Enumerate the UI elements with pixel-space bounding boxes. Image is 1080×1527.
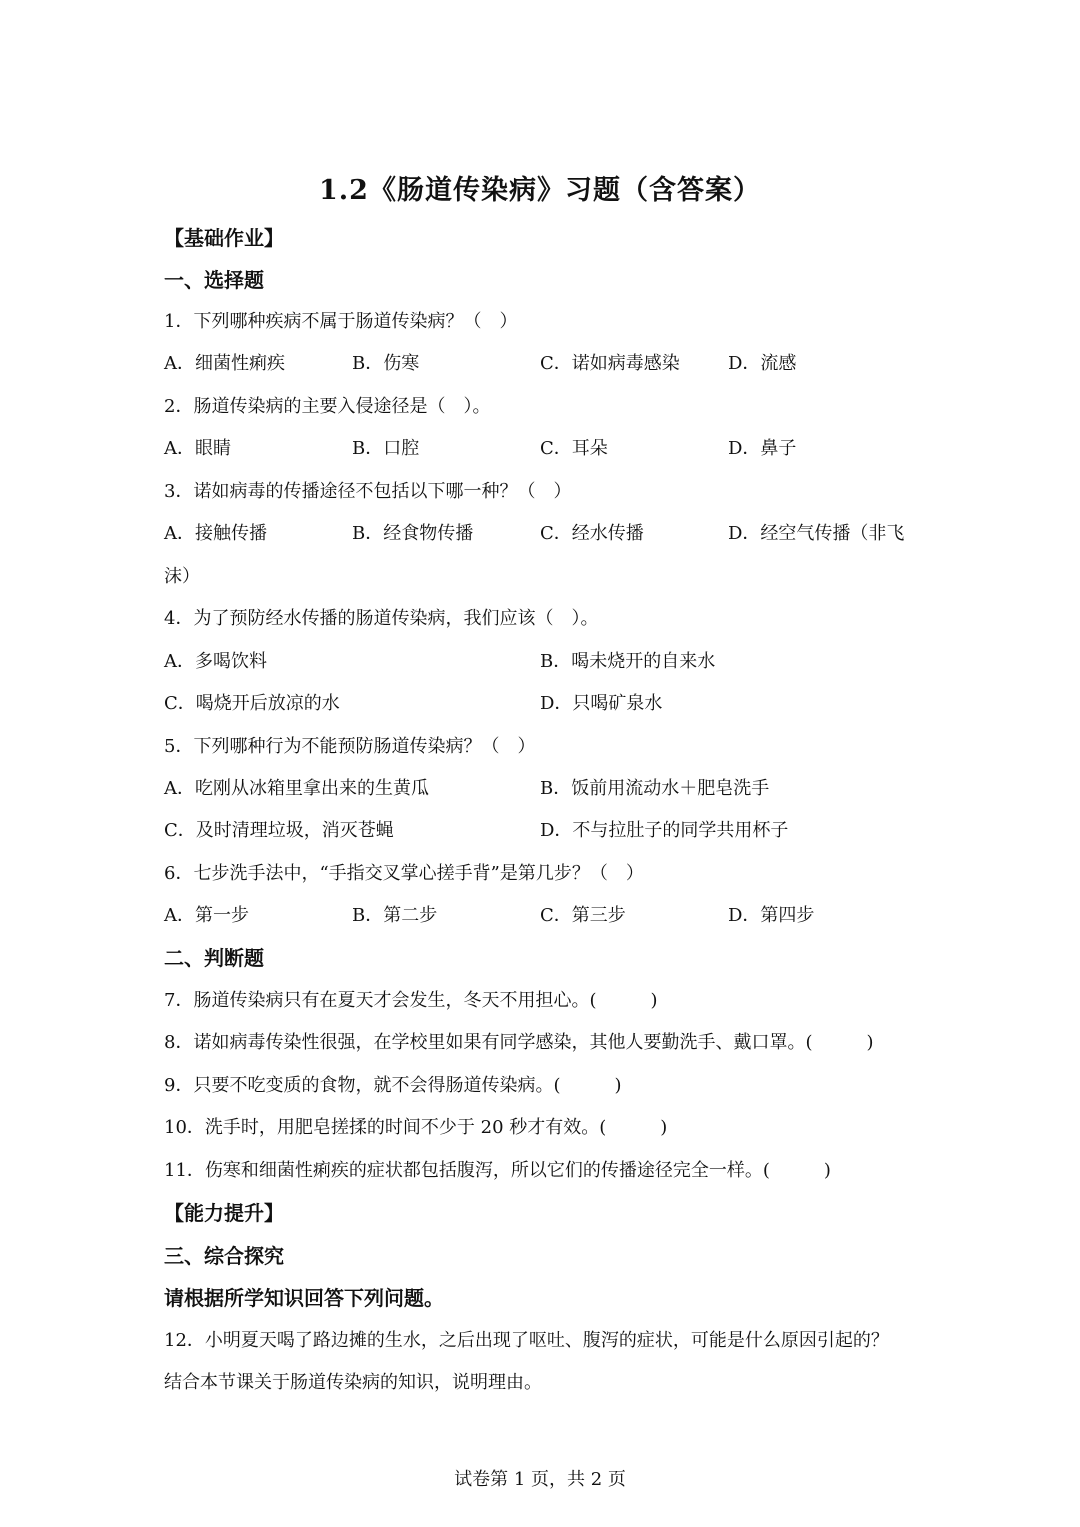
question-10: 10．洗手时，用肥皂搓揉的时间不少于 20 秒才有效。( ) xyxy=(164,1117,668,1138)
section-choice: 一、选择题 xyxy=(164,268,264,292)
question-2-option-a: A．眼睛 xyxy=(164,438,231,459)
question-5-option-b: B．饭前用流动水＋肥皂洗手 xyxy=(540,778,770,799)
question-3-option-b: B．经食物传播 xyxy=(352,523,474,544)
question-9: 9．只要不吃变质的食物，就不会得肠道传染病。( ) xyxy=(164,1075,622,1096)
question-3-stem: 3．诺如病毒的传播途径不包括以下哪一种？（ ） xyxy=(164,481,572,502)
question-4-option-b: B．喝未烧开的自来水 xyxy=(540,651,716,672)
question-5-option-d: D．不与拉肚子的同学共用杯子 xyxy=(540,820,789,841)
question-1-option-d: D．流感 xyxy=(728,353,797,374)
question-6-option-d: D．第四步 xyxy=(728,905,815,926)
question-1-stem: 1．下列哪种疾病不属于肠道传染病？（ ） xyxy=(164,311,518,332)
question-6-option-b: B．第二步 xyxy=(352,905,438,926)
question-4-option-d: D．只喝矿泉水 xyxy=(540,693,663,714)
question-2-stem: 2．肠道传染病的主要入侵途径是（ ）。 xyxy=(164,396,491,417)
question-2-option-b: B．口腔 xyxy=(352,438,420,459)
question-3-option-a: A．接触传播 xyxy=(164,523,267,544)
question-3-option-d: D．经空气传播（非飞 xyxy=(728,523,905,544)
question-6-stem: 6．七步洗手法中，“手指交叉掌心搓手背”是第几步？（ ） xyxy=(164,863,644,884)
question-3-option-c: C．经水传播 xyxy=(540,523,644,544)
section-basic: 【基础作业】 xyxy=(164,226,284,250)
question-3-option-d-continued: 沫） xyxy=(164,566,200,587)
question-8: 8．诺如病毒传染性很强，在学校里如果有同学感染，其他人要勤洗手、戴口罩。( ) xyxy=(164,1032,874,1053)
question-5-stem: 5．下列哪种行为不能预防肠道传染病？（ ） xyxy=(164,736,536,757)
question-5-option-c: C．及时清理垃圾，消灭苍蝇 xyxy=(164,820,394,841)
question-5-option-a: A．吃刚从冰箱里拿出来的生黄瓜 xyxy=(164,778,429,799)
question-2-option-c: C．耳朵 xyxy=(540,438,608,459)
question-12-line-2: 结合本节课关于肠道传染病的知识，说明理由。 xyxy=(164,1372,542,1393)
question-4-option-a: A．多喝饮料 xyxy=(164,651,267,672)
page-title: 1.2《肠道传染病》习题（含答案） xyxy=(319,175,761,206)
inquiry-prompt: 请根据所学知识回答下列问题。 xyxy=(164,1286,444,1310)
question-11: 11．伤寒和细菌性痢疾的症状都包括腹泻，所以它们的传播途径完全一样。( ) xyxy=(164,1160,831,1181)
question-1-option-b: B．伤寒 xyxy=(352,353,420,374)
question-7: 7．肠道传染病只有在夏天才会发生，冬天不用担心。( ) xyxy=(164,990,658,1011)
question-4-option-c: C．喝烧开后放凉的水 xyxy=(164,693,340,714)
section-inquiry: 三、综合探究 xyxy=(164,1244,284,1268)
question-4-stem: 4．为了预防经水传播的肠道传染病，我们应该（ ）。 xyxy=(164,608,599,629)
page-footer: 试卷第 1 页，共 2 页 xyxy=(454,1469,626,1490)
question-6-option-a: A．第一步 xyxy=(164,905,249,926)
question-12-line-1: 12．小明夏天喝了路边摊的生水，之后出现了呕吐、腹泻的症状，可能是什么原因引起的？ xyxy=(164,1330,889,1351)
question-1-option-a: A．细菌性痢疾 xyxy=(164,353,285,374)
question-1-option-c: C．诺如病毒感染 xyxy=(540,353,680,374)
section-judge: 二、判断题 xyxy=(164,946,264,970)
section-advanced: 【能力提升】 xyxy=(164,1201,284,1225)
question-2-option-d: D．鼻子 xyxy=(728,438,797,459)
question-6-option-c: C．第三步 xyxy=(540,905,626,926)
